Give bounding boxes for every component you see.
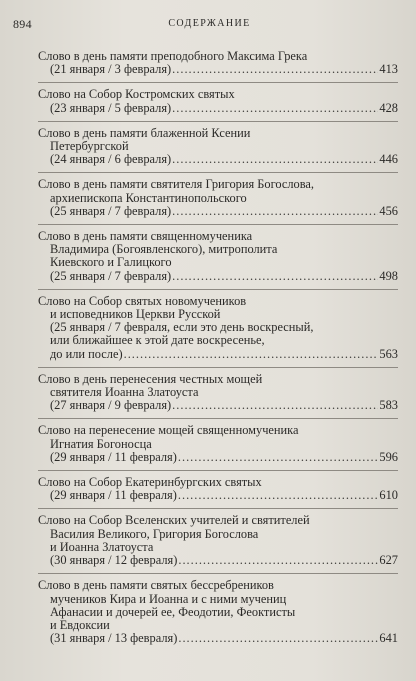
entry-title-line: Слово на Собор Вселенских учителей и святителей — [38, 513, 310, 528]
entry-page-number: 456 — [379, 203, 398, 218]
entry-title-line: и исповедников Церкви Русской — [50, 307, 221, 322]
entry-date: (23 января / 5 февраля) — [50, 100, 172, 115]
entry-title-line: Петербургской — [50, 139, 129, 154]
dot-leader — [178, 489, 379, 502]
entry-date: (25 января / 7 февраля) — [50, 268, 172, 283]
entry-date-row — [38, 63, 398, 76]
entry-title-line: Слово в день перенесения честных мощей — [38, 371, 263, 386]
dot-leader — [172, 63, 378, 76]
entry-title-line: Слово в день памяти преподобного Максима Грека — [38, 49, 308, 63]
entry-page-number: 563 — [379, 346, 398, 361]
entry-title-line: Слово в день памяти святителя Григория Богослова, — [38, 177, 315, 192]
entry-page-number: 428 — [379, 100, 398, 115]
entry-date-row — [38, 489, 398, 502]
entry-date: (30 января / 12 февраля) — [50, 553, 178, 568]
entry-date: до или после) — [50, 346, 123, 361]
entry-page-number: 627 — [379, 553, 398, 568]
toc-entry — [38, 50, 398, 83]
dot-leader — [124, 348, 379, 361]
entry-date: (27 января / 9 февраля) — [50, 398, 172, 413]
dot-leader — [172, 270, 378, 283]
entry-title-line: Слово в день памяти священномученика — [38, 229, 253, 244]
entry-title-line: Слово на перенесение мощей священномученика — [38, 423, 299, 438]
toc-entry — [38, 514, 398, 574]
entry-date-row — [38, 554, 398, 567]
dot-leader — [172, 399, 378, 412]
entry-title-line: святителя Иоанна Златоуста — [50, 385, 199, 400]
toc-entry — [38, 424, 398, 471]
entry-title-line: (25 января / 7 февраля, если это день воскресный, — [50, 320, 314, 335]
toc-entry — [38, 178, 398, 225]
entry-page-number: 641 — [379, 631, 398, 646]
entry-title-line: Игнатия Богоносца — [50, 436, 152, 451]
entry-date: (29 января / 11 февраля) — [50, 488, 177, 503]
entry-date: (21 января / 3 февраля) — [50, 62, 172, 77]
dot-leader — [172, 102, 378, 115]
toc-entry — [38, 230, 398, 290]
entry-title-line: Слово на Собор Екатеринбургских святых — [38, 475, 262, 490]
toc-entry — [38, 579, 398, 651]
toc-entry — [38, 88, 398, 121]
entry-title-line: Слово на Собор святых новомучеников — [38, 293, 247, 308]
entry-title-line: Киевского и Галицкого — [50, 255, 172, 270]
entry-date-row — [38, 451, 398, 464]
entry-date-row — [38, 632, 398, 645]
running-head: СОДЕРЖАНИЕ — [168, 18, 251, 29]
table-of-contents — [38, 50, 398, 656]
entry-title-line: Василия Великого, Григория Богослова — [50, 526, 259, 541]
entry-title-line: Слово на Собор Костромских святых — [38, 87, 235, 102]
entry-date-row — [38, 270, 398, 283]
entry-page-number: 413 — [379, 62, 398, 77]
entry-page-number: 583 — [379, 398, 398, 413]
entry-title-line: или ближайшее к этой дате воскресенье, — [50, 333, 265, 348]
entry-page-number: 498 — [379, 268, 398, 283]
entry-date-row — [38, 399, 398, 412]
entry-date-row — [38, 153, 398, 166]
entry-page-number: 610 — [379, 488, 398, 503]
toc-entry — [38, 127, 398, 174]
entry-date-row — [38, 348, 398, 361]
entry-page-number: 446 — [379, 152, 398, 167]
toc-entry — [38, 295, 398, 368]
entry-title-line: и Евдоксии — [50, 617, 110, 632]
dot-leader — [172, 205, 378, 218]
entry-title-line: Слово в день памяти блаженной Ксении — [38, 125, 251, 140]
dot-leader — [178, 554, 378, 567]
entry-title-line: и Иоанна Златоуста — [50, 539, 154, 554]
entry-title-line: архиепископа Константинопольского — [50, 190, 247, 205]
entry-date: (25 января / 7 февраля) — [50, 203, 172, 218]
entry-page-number: 596 — [379, 449, 398, 464]
dot-leader — [178, 451, 379, 464]
entry-date-row — [38, 205, 398, 218]
entry-date: (29 января / 11 февраля) — [50, 449, 177, 464]
dot-leader — [178, 632, 378, 645]
page-header — [13, 17, 396, 33]
toc-entry — [38, 476, 398, 509]
entry-title-line: Афанасии и дочерей ее, Феодотии, Феоктисты — [50, 604, 296, 619]
page-number: 894 — [13, 17, 32, 31]
entry-date: (24 января / 6 февраля) — [50, 152, 172, 167]
entry-date-row — [38, 102, 398, 115]
entry-title-line: Слово в день памяти святых бессребреников — [38, 578, 274, 593]
toc-entry — [38, 373, 398, 420]
entry-date: (31 января / 13 февраля) — [50, 631, 178, 646]
entry-title-line: Владимира (Богоявленского), митрополита — [50, 242, 278, 257]
entry-title-line: мучеников Кира и Иоанна и с ними мучениц — [50, 591, 287, 606]
dot-leader — [172, 153, 378, 166]
